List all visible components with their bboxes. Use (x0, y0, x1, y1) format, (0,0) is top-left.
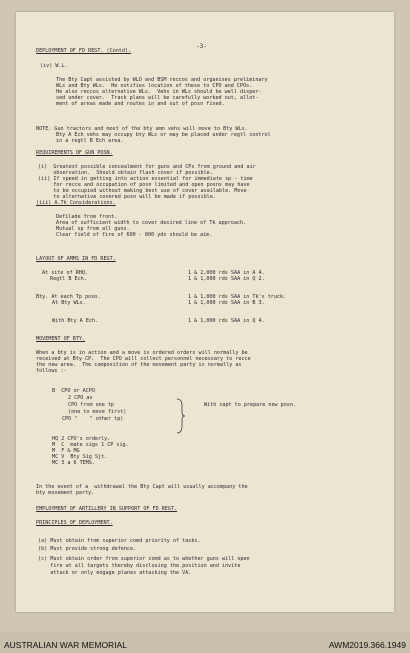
section-heading: MOVEMENT OF BTY. (36, 336, 86, 342)
footer-accession-number: AWM2019.366.1949 (328, 640, 406, 650)
text-line: HQ 2 CPO's orderly. (52, 436, 111, 442)
text-line: (c) Must obtain order from superior comd as to whether guns will open (38, 556, 250, 562)
text-line: ment of areas made and routes in and out of posn fixed. (56, 101, 225, 107)
text-line: CPO from one tp (68, 402, 115, 408)
text-line: At site of RHQ. (42, 270, 89, 276)
footer-credit: AUSTRALIAN WAR MEMORIAL (4, 640, 127, 650)
text-line: Regtl B Ech. (50, 276, 87, 282)
text-line: (one to move first) (68, 409, 127, 415)
text-line: MC 3 a 6 TEMS. (52, 460, 95, 466)
text-line: M F & MG (52, 448, 80, 454)
section-heading: DEPLOYMENT OF FD REGT. (Contd). (36, 48, 132, 54)
text-line: for recce and occupation of posn limited and open posns may have (38, 182, 250, 188)
text-line: bty movement party. (36, 490, 95, 496)
text-line: (a) Must obtain from superior comd priority of tasks. (38, 538, 201, 544)
text-line: attack or only engage planes attacking the VA. (38, 570, 192, 576)
text-line: WLs and Bty WLs. He notifies location of these to CPO and CPOs. (56, 83, 253, 89)
text-line: B CPO or ACPO (52, 388, 95, 394)
text-line: (iv) W.L. (40, 63, 68, 69)
text-line: Clear field of fire of 600 - 800 yds should be aim. (56, 232, 213, 238)
text-line: In the event of a withdrawal the Bty Capt will usually accompany the (36, 484, 248, 490)
text-line: (b) Must provide strong defence. (38, 546, 137, 552)
section-heading: LAYOUT OF AMMS IN FD REGT. (36, 256, 116, 262)
text-line: the new area. The composition of the movement party is normally as (36, 362, 242, 368)
section-heading: EMPLOYMENT OF ARTILLERY IN SUPPORT OF FD REGT. (36, 506, 178, 512)
text-line: Defilade from front. (56, 214, 118, 220)
text-line: With Bty A Ech. (52, 318, 99, 324)
page-number: -3- (196, 43, 207, 50)
text-line: At Bty WLs. (52, 300, 86, 306)
text-line: (i) Greatest possible concealment for guns and CPs from ground and air (38, 164, 256, 170)
section-heading: (iii) A.Tk Considerations. (36, 200, 116, 206)
text-line: follows :- (36, 368, 67, 374)
text-line: fire at all targets thereby disclosing the position and invite (38, 563, 241, 569)
text-line: He also reccos alternative WLs. Vehs in WLs should be well disper- (56, 89, 262, 95)
text-line: to be occupied without making best use of cover available. Move (38, 188, 247, 194)
text-line: When a bty is in action and a move is ordered orders will normally be (36, 350, 248, 356)
text-line: M C mate sigs 1 CP sig. (52, 442, 129, 448)
document-page (16, 12, 394, 612)
bracket-mark (176, 398, 186, 434)
document-body (16, 12, 394, 612)
section-heading: PRINCIPLES OF DEPLOYMENT. (36, 520, 113, 526)
text-line: 1 & 1,000 rds SAA in Q 4. (188, 318, 265, 324)
text-line: NOTE. Gun tractors and most of the bty amn vehs will move to Bty WLs. (36, 126, 248, 132)
text-line: received at Bty CP. The CPO will collect personnel necessary to recce (36, 356, 251, 362)
text-line: 1 & 2,000 rds SAA in A 4. (188, 270, 265, 276)
text-line: to alternative covered posn will be made if possible. (38, 194, 216, 200)
text-line: 1 & 1,000 rds SAA in B 3. (188, 300, 265, 306)
text-line: Area of sufficient width to cover desired line of Tk approach. (56, 220, 247, 226)
text-line: in a regtl B Ech area. (56, 138, 124, 144)
text-line: (ii) If speed in getting into action essential for immediate sp - time (38, 176, 253, 182)
text-line: 1 & 1,000 rds SAA in Q 2. (188, 276, 265, 282)
text-line: CPO " " other tp) (62, 416, 124, 422)
text-line: Bty A Ech vehs may occupy bty WLs or may be placed under regtl control (56, 132, 271, 138)
text-line: Bty. At each Tp posn. (36, 294, 101, 300)
text-line: 1 & 1,000 rds SAA in Tk's truck. (188, 294, 287, 300)
text-line: Mutual sp from all guns. (56, 226, 130, 232)
text-line: sed under cover. Track plans will be carefully worked out, allot- (56, 95, 259, 101)
text-line: observation. Should obtain flash cover if possible. (38, 170, 213, 176)
section-heading: REQUIREMENTS OF GUN POSN. (36, 150, 113, 156)
text-line: MC V Bty Sig Sjt. (52, 454, 108, 460)
text-line: 2 CPO as (68, 395, 93, 401)
text-line: The Bty Capt assisted by WLO and BSM reccos and organises preliminary (56, 77, 268, 83)
text-line: With capt to prepare new posn. (204, 402, 297, 408)
